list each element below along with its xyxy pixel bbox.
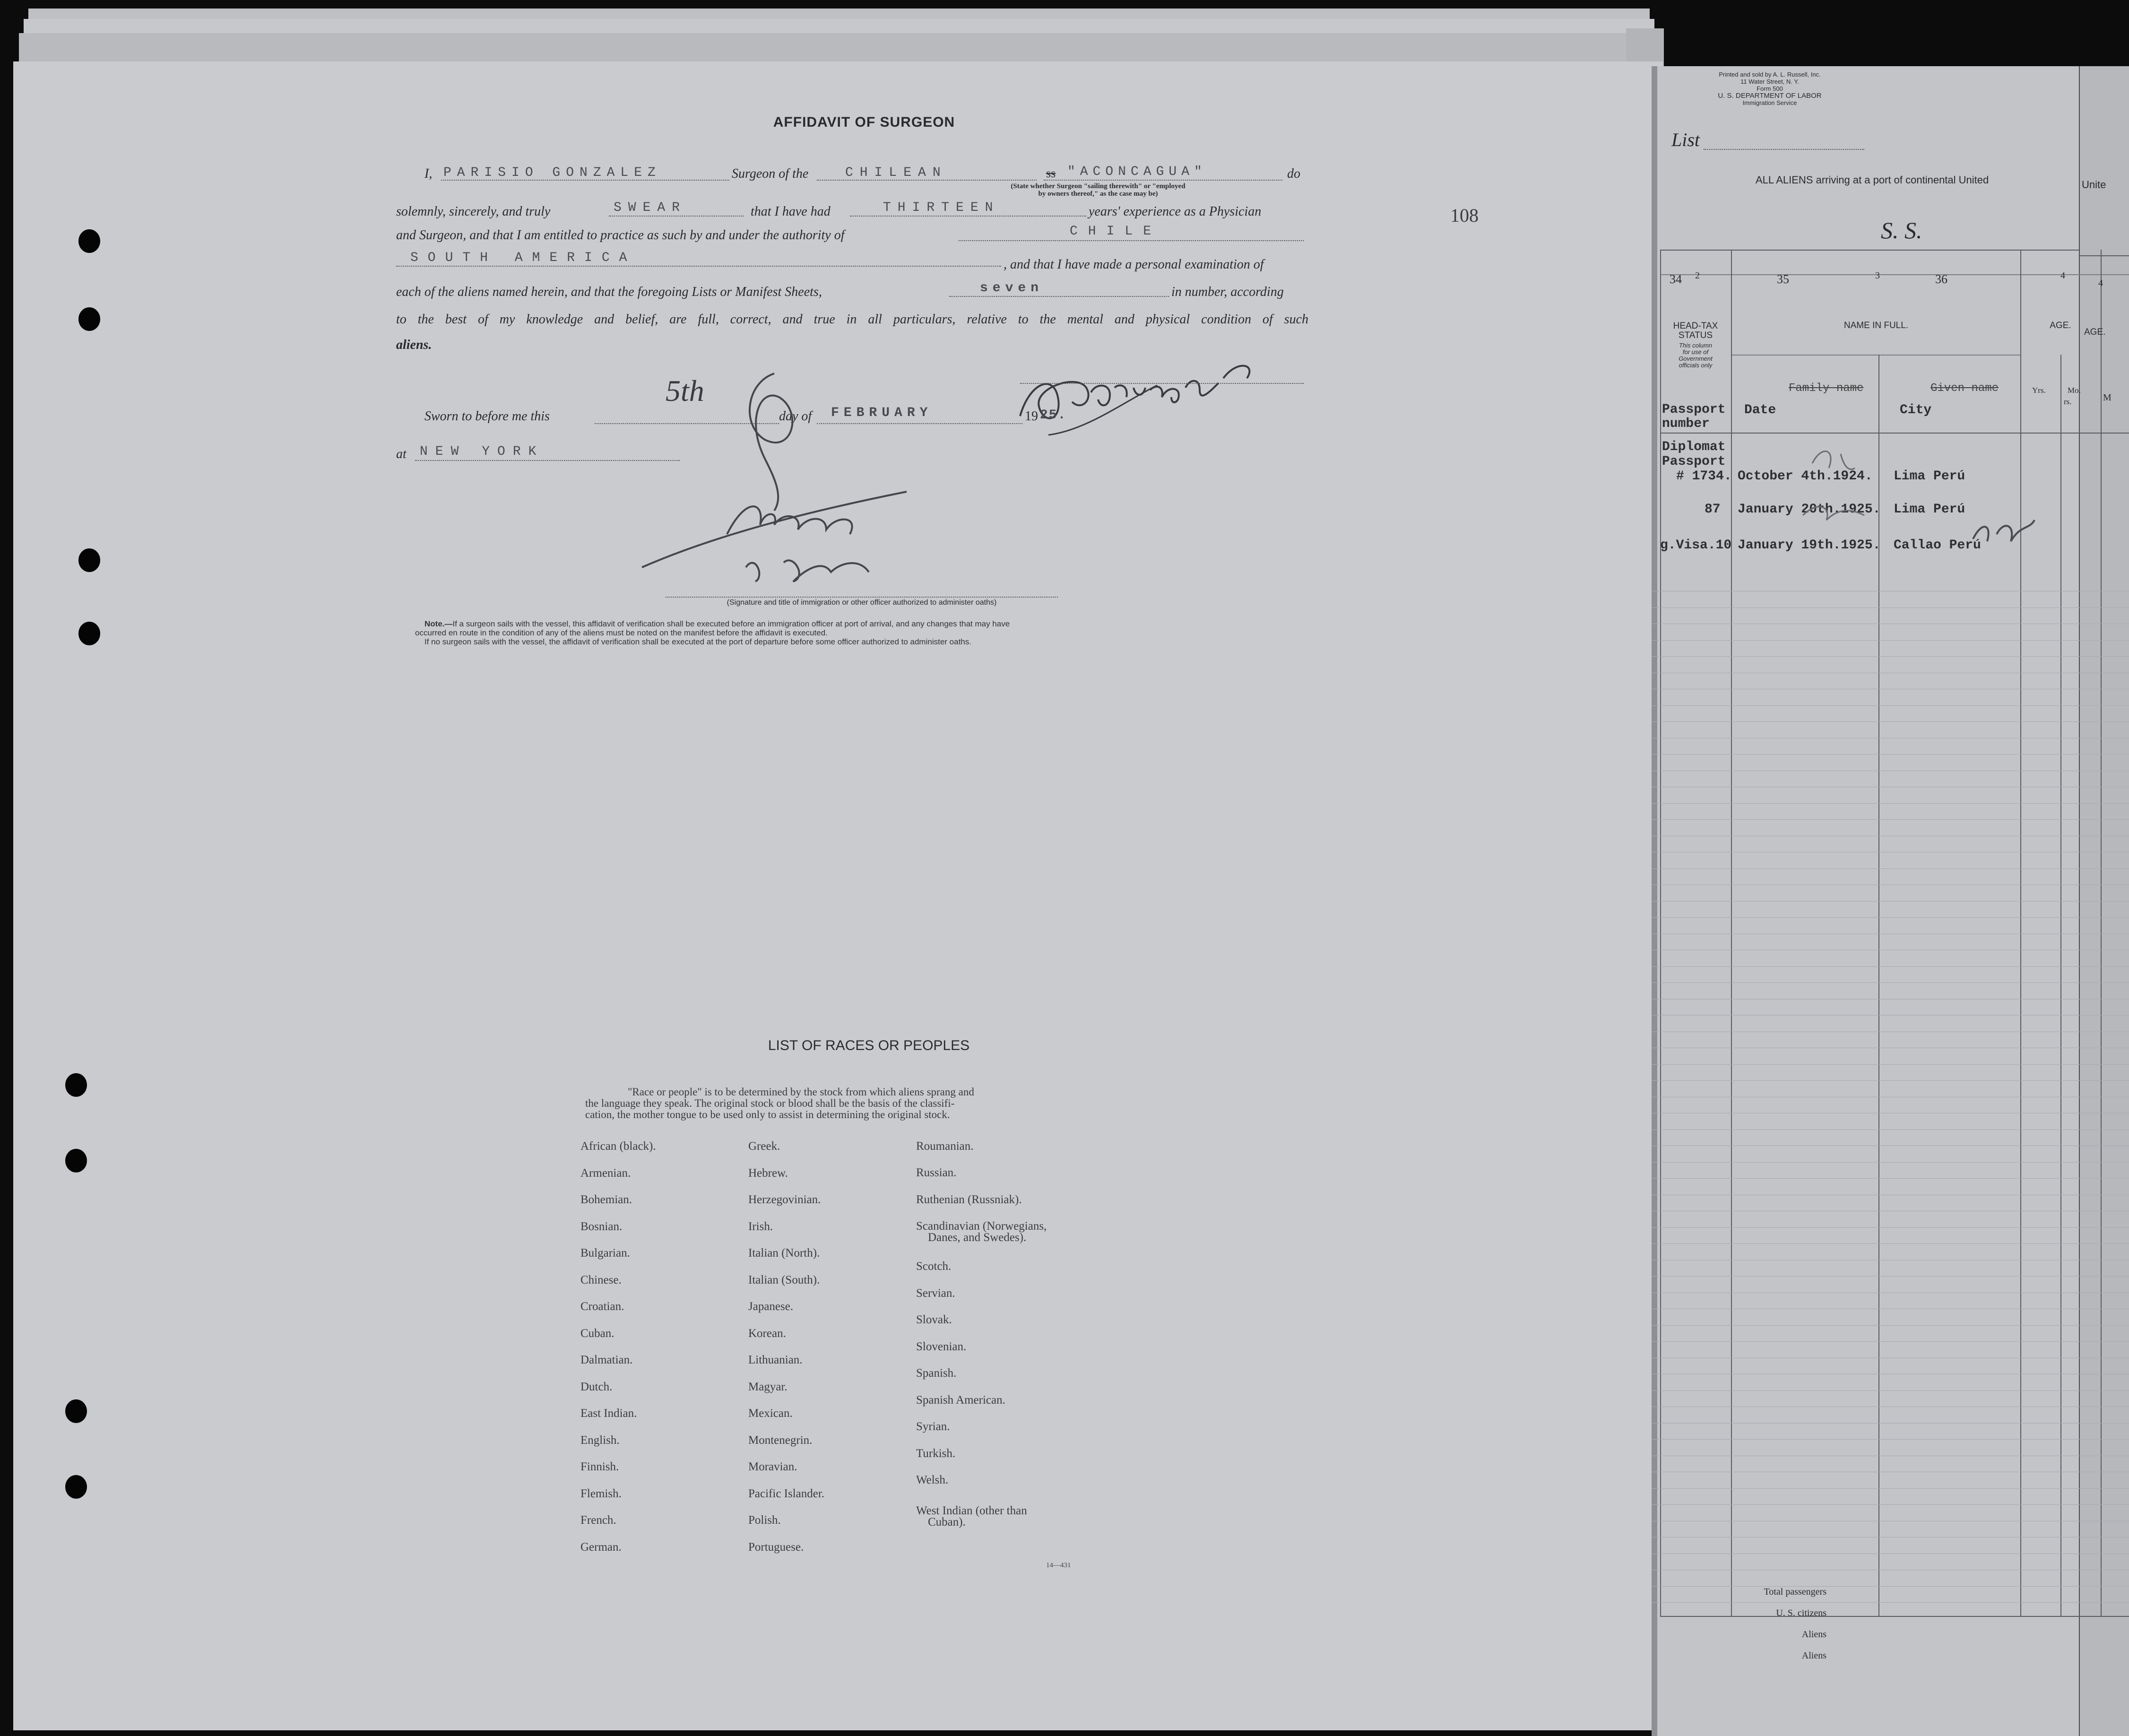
sub-header-rule (1732, 355, 2020, 356)
line2-solemnly: solemnly, sincerely, and truly (396, 204, 551, 219)
race-item: Syrian. (916, 1420, 950, 1433)
ruled-row-line (1652, 982, 2129, 983)
line7-text: aliens. (396, 338, 432, 352)
totals-block (1760, 1581, 1916, 1667)
manifest-page (1652, 66, 2129, 1736)
year-prefix: 19 (1025, 409, 1038, 424)
underline (609, 216, 744, 217)
line5-text-a: each of the aliens named herein, and that the foregoing Lists or Manifest Sheets, (396, 285, 822, 299)
underline (396, 266, 1001, 267)
headtax-note-2: for use of (1682, 348, 1709, 356)
race-item: Polish. (748, 1514, 781, 1527)
row-1-passport-2: Passport (1662, 454, 1726, 469)
swear-field: SWEAR (614, 200, 687, 215)
race-item: Slovenian. (916, 1340, 967, 1353)
line6-text: to the best of my knowledge and belief, are full, correct, and true in all particulars, relative to the mental and physical condition of such (396, 312, 1308, 327)
punch-hole (65, 1399, 87, 1423)
printer-credit (1680, 71, 1860, 106)
ruled-row-line (1652, 917, 2129, 918)
ruled-row-line (1652, 1488, 2129, 1489)
ruled-row-line (1652, 1390, 2129, 1391)
passport-label-2: number (1662, 417, 1710, 431)
at-place-field: NEW YORK (420, 444, 544, 459)
race-item: Moravian. (748, 1460, 797, 1473)
arrival-text-next: Unite (2082, 179, 2106, 191)
race-item: French. (580, 1514, 616, 1527)
sworn-day-of: day of (779, 409, 812, 424)
headtax-header (1661, 321, 1730, 369)
ruled-row-line (1652, 1439, 2129, 1440)
race-item: Servian. (916, 1287, 955, 1300)
ruled-row-line (1652, 1325, 2129, 1326)
col-divider (2101, 250, 2102, 1616)
note-block (415, 619, 1313, 646)
race-item: English. (580, 1433, 620, 1447)
us-citizens-label: U. S. citizens (1776, 1608, 1826, 1618)
affidavit-title: AFFIDAVIT OF SURGEON (773, 114, 955, 130)
sworn-text: Sworn to before me this (424, 409, 550, 424)
punch-hole (78, 229, 100, 253)
vessel-field: "ACONCAGUA" (1067, 165, 1207, 179)
race-item: Irish. (748, 1220, 773, 1233)
col-number: 34 (1670, 272, 1682, 286)
col-number: 3 (1875, 270, 1880, 281)
underline (817, 180, 1037, 181)
city-label: City (1900, 403, 1932, 417)
ruled-row-line (1652, 640, 2129, 641)
ruled-row-line (1652, 1504, 2129, 1505)
officer-signature-line (666, 597, 1058, 598)
ruled-row-line (1652, 754, 2129, 755)
col-number: 4 (2098, 278, 2103, 288)
ruled-row-line (1652, 803, 2129, 804)
signature-line (1020, 383, 1304, 384)
sworn-day: 5th (666, 374, 704, 408)
form-label: Form 500 (1757, 85, 1783, 92)
note-text-1: If a surgeon sails with the vessel, this affidavit of verification shall be executed before an immigration officer at port of arrival, and any changes that may have (452, 619, 1010, 628)
rs-header: rs. (2064, 397, 2072, 406)
underline (1044, 180, 1282, 181)
race-item: Bosnian. (580, 1220, 623, 1233)
headtax-note-4: officials only (1679, 362, 1713, 369)
col-number: 2 (1695, 270, 1700, 281)
age-header-next: AGE. (2084, 327, 2106, 337)
ruled-row-line (1652, 1341, 2129, 1342)
ruled-row-line (1652, 868, 2129, 869)
row-2-date: January 20th.1925. (1738, 502, 1881, 517)
race-item: Italian (North). (748, 1247, 820, 1259)
race-item: Roumanian. (916, 1140, 974, 1153)
ruled-row-line (1652, 1129, 2129, 1130)
row-3-city: Callao Perú (1894, 538, 1981, 553)
state-note: (State whether Surgeon "sailing therewith" or "employed by owners thereof," as the case may be) (1011, 182, 1186, 198)
ruled-row-line (1652, 1406, 2129, 1407)
department-label: U. S. DEPARTMENT OF LABOR (1718, 92, 1822, 100)
race-item: Slovak. (916, 1313, 952, 1326)
col-number: 36 (1935, 272, 1947, 286)
races-intro (585, 1086, 1119, 1120)
printer-line-1: Printed and sold by A. L. Russell, Inc. (1719, 71, 1821, 78)
table-top-rule (1660, 250, 2079, 251)
race-item: Italian (South). (748, 1273, 820, 1286)
race-item: Cuban). (928, 1516, 966, 1528)
surgeon-signature (1001, 331, 1266, 444)
row-3-date: January 19th.1925. (1738, 538, 1881, 553)
ruled-row-line (1652, 819, 2129, 820)
race-item: Spanish. (916, 1367, 957, 1380)
m-header: M (2103, 392, 2112, 403)
authority-field: CHILE (1070, 224, 1162, 239)
line5-text-b: in number, according (1171, 285, 1284, 299)
ss-prefix: ss (1046, 166, 1056, 180)
paper-edge (19, 33, 1659, 61)
col-divider (2060, 355, 2061, 1616)
ruled-row-line (1652, 721, 2129, 722)
underline (850, 216, 1086, 217)
status-label: STATUS (1678, 330, 1713, 340)
place-field: SOUTH AMERICA (410, 251, 637, 265)
at-label: at (396, 447, 407, 461)
years-field: THIRTEEN (883, 200, 1000, 215)
nationality-field: CHILEAN (845, 165, 947, 180)
note-lead: Note.— (424, 619, 453, 628)
row-3-passport: g.Visa.10 (1660, 538, 1732, 553)
race-item: Ruthenian (Russniak). (916, 1193, 1022, 1206)
sheets-count-field: seven (980, 281, 1044, 295)
underline (959, 240, 1304, 241)
race-item: German. (580, 1540, 622, 1554)
races-intro-2: the language they speak. The original stock or blood shall be the basis of the classifi- (585, 1097, 955, 1109)
signature-caption: (Signature and title of immigration or other officer authorized to administer oaths) (727, 599, 997, 607)
note-text-3: If no surgeon sails with the vessel, the affidavit of verification shall be executed at the port of departure before some officer authorized to administer oaths. (424, 637, 971, 646)
printer-line-2: 11 Water Street, N. Y. (1740, 78, 1799, 85)
officer-signature (623, 355, 973, 600)
underline (441, 180, 729, 181)
row-1-passport-3: # 1734. (1676, 469, 1732, 484)
header-rule (1660, 274, 2129, 275)
race-item: Flemish. (580, 1487, 622, 1500)
age-header: AGE. (2050, 321, 2071, 330)
race-item: Finnish. (580, 1460, 619, 1473)
table-top-rule-2 (2080, 255, 2129, 256)
ruled-row-line (1652, 1423, 2129, 1424)
race-item: Greek. (748, 1140, 780, 1153)
punch-hole (78, 548, 100, 572)
race-item: Magyar. (748, 1380, 788, 1393)
underline (1704, 149, 1864, 150)
col-divider (1660, 250, 1661, 1616)
surgeon-name-field: PARISIO GONZALEZ (443, 165, 661, 180)
handwritten-marks (1746, 435, 2049, 558)
line4-text: , and that I have made a personal examination of (1004, 257, 1264, 272)
race-item: Russian. (916, 1166, 957, 1179)
race-item: Mexican. (748, 1407, 793, 1420)
race-item: Bohemian. (580, 1193, 632, 1206)
mos-header: Mo. (2068, 386, 2081, 395)
given-name-struck: Given name (1930, 382, 1999, 395)
race-item: Lithuanian. (748, 1354, 803, 1366)
race-item: Scandinavian (Norwegians, (916, 1220, 1047, 1233)
page-number: 108 (1450, 205, 1479, 226)
punch-hole (65, 1475, 87, 1499)
headtax-note-3: Government (1679, 355, 1713, 362)
race-item: Montenegrin. (748, 1433, 813, 1447)
ruled-row-line (1652, 1227, 2129, 1228)
race-item: Chinese. (580, 1273, 622, 1286)
row-1-date: October 4th.1924. (1738, 469, 1873, 484)
line2-years-text: years' experience as a Physician (1089, 204, 1262, 219)
line1-i: I, (424, 166, 433, 181)
note-text-2: occurred en route in the condition of any of the aliens must be noted on the manifest before the affidavit is executed. (415, 628, 828, 637)
row-2-city: Lima Perú (1894, 502, 1965, 517)
race-item: West Indian (other than (916, 1504, 1027, 1517)
header-bottom-rule (1660, 433, 2129, 434)
ruled-row-line (1652, 966, 2129, 967)
race-item: Hebrew. (748, 1166, 788, 1180)
punch-hole (65, 1149, 87, 1172)
ruled-row-line (1652, 656, 2129, 657)
race-item: Croatian. (580, 1300, 624, 1313)
name-in-full-header: NAME IN FULL. (1843, 321, 1909, 330)
race-item: Portuguese. (748, 1540, 804, 1554)
line1-surgeon-of: Surgeon of the (732, 166, 809, 181)
month-field: FEBRUARY (831, 406, 933, 420)
race-item: Cuban. (580, 1327, 614, 1340)
race-item: East Indian. (580, 1407, 637, 1420)
race-item: Welsh. (916, 1474, 949, 1486)
race-item: Armenian. (580, 1166, 631, 1180)
punch-hole (78, 622, 100, 645)
line3-text: and Surgeon, and that I am entitled to practice as such by and under the authority of (396, 228, 845, 243)
ss-label: S. S. (1881, 217, 1922, 243)
race-item: Spanish American. (916, 1394, 1005, 1406)
family-name-struck: Family name (1789, 382, 1864, 395)
race-item: Japanese. (748, 1300, 794, 1313)
punch-hole (65, 1073, 87, 1097)
race-item: Korean. (748, 1327, 786, 1340)
affidavit-page (13, 61, 1663, 1730)
yrs-header: Yrs. (2032, 386, 2046, 395)
ruled-row-line (1652, 901, 2129, 902)
aliens-label-1: Aliens (1801, 1629, 1826, 1640)
passport-label (1662, 403, 1725, 431)
race-item: Dutch. (580, 1380, 613, 1393)
col-number: 4 (2060, 270, 2065, 281)
ruled-row-line (1652, 1243, 2129, 1244)
line1-do: do (1287, 166, 1300, 181)
total-passengers-label: Total passengers (1764, 1587, 1826, 1597)
arrival-text: ALL ALIENS arriving at a port of continental United (1756, 174, 1989, 186)
year-field: 25. (1040, 408, 1067, 423)
row-2-passport: 87 (1705, 502, 1721, 517)
race-item: African (black). (580, 1140, 656, 1153)
row-1-passport-1: Diplomat (1662, 440, 1726, 454)
aliens-label-2: Aliens (1801, 1650, 1826, 1661)
race-item: Danes, and Swedes). (928, 1231, 1027, 1244)
line2-that-i-have-had: that I have had (751, 204, 831, 219)
headtax-note-1: This column (1679, 342, 1713, 349)
ruled-row-line (1652, 705, 2129, 706)
race-item: Pacific Islander. (748, 1487, 825, 1500)
form-number: 14—431 (1046, 1562, 1071, 1569)
list-label: List (1671, 129, 1700, 150)
race-item: Turkish. (916, 1447, 956, 1460)
race-item: Herzegovinian. (748, 1193, 821, 1206)
ruled-row-line (1652, 1178, 2129, 1179)
ruled-row-line (1652, 1080, 2129, 1081)
ruled-row-line (1652, 1162, 2129, 1163)
passport-label-1: Passport (1662, 402, 1726, 417)
punch-hole (78, 307, 100, 331)
races-intro-1: "Race or people" is to be determined by the stock from which aliens sprang and (628, 1086, 974, 1098)
table-row (1662, 440, 1732, 484)
race-item: Bulgarian. (580, 1247, 630, 1259)
headtax-label: HEAD-TAX (1673, 321, 1718, 331)
race-item: Scotch. (916, 1260, 952, 1273)
underline (949, 296, 1169, 297)
row-1-city: Lima Perú (1894, 469, 1965, 484)
date-label: Date (1744, 403, 1776, 417)
ruled-row-line (1652, 1015, 2129, 1016)
races-intro-3: cation, the mother tongue to be used only to assist in determining the original stock. (585, 1109, 950, 1120)
col-number: 35 (1777, 272, 1789, 286)
races-title: LIST OF RACES OR PEOPLES (768, 1038, 970, 1053)
ruled-row-line (1652, 1064, 2129, 1065)
service-label: Immigration Service (1742, 99, 1797, 106)
race-item: Dalmatian. (580, 1354, 633, 1366)
